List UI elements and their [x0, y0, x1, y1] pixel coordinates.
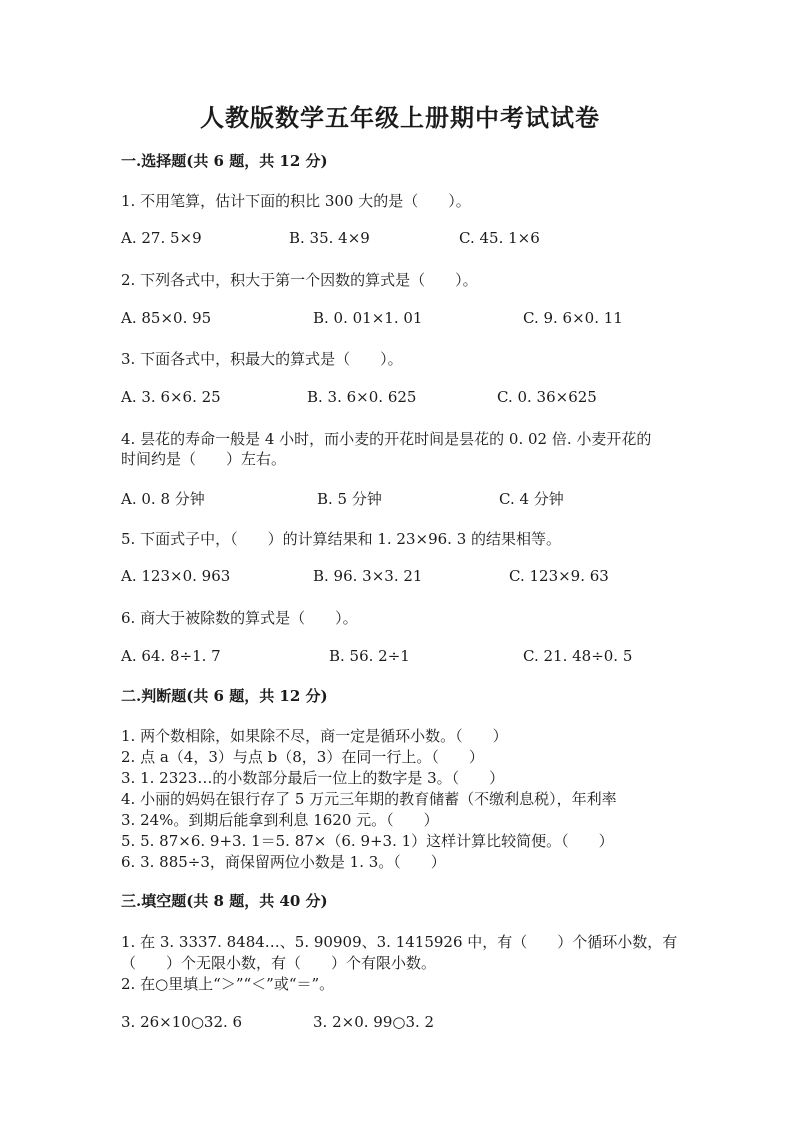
- option-a: A. 123×0. 963: [121, 567, 231, 585]
- fill-line: 1. 在 3. 3337. 8484…、5. 90909、3. 1415926 中，有（ ）个循环小数，有: [121, 933, 678, 951]
- statement-line: 3. 24%。到期后能拿到利息 1620 元。（ ）: [121, 811, 439, 829]
- option-b: B. 3. 6×0. 625: [307, 388, 417, 406]
- option-b: B. 5 分钟: [317, 490, 382, 508]
- question-stem: 3. 下面各式中，积最大的算式是（ ）。: [121, 350, 403, 368]
- statement-line: 3. 1. 2323…的小数部分最后一位上的数字是 3。（ ）: [121, 769, 505, 787]
- option-a: A. 0. 8 分钟: [121, 490, 205, 508]
- option-c: C. 21. 48÷0. 5: [523, 647, 633, 665]
- question-stem: 5. 下面式子中，（ ）的计算结果和 1. 23×96. 3 的结果相等。: [121, 530, 562, 548]
- section-heading-multiple-choice: 一.选择题(共 6 题，共 12 分): [121, 152, 328, 170]
- option-c: C. 9. 6×0. 11: [523, 309, 623, 327]
- option-a: A. 27. 5×9: [121, 229, 202, 247]
- fill-line: （ ）个无限小数，有（ ）个有限小数。: [121, 954, 437, 972]
- option-a: A. 3. 6×6. 25: [121, 388, 221, 406]
- option-a: A. 64. 8÷1. 7: [121, 647, 221, 665]
- option-b: B. 0. 01×1. 01: [313, 309, 423, 327]
- section-heading-true-false: 二.判断题(共 6 题，共 12 分): [121, 687, 328, 705]
- statement-line: 1. 两个数相除，如果除不尽，商一定是循环小数。（ ）: [121, 727, 508, 745]
- option-b: B. 96. 3×3. 21: [313, 567, 423, 585]
- statement-line: 2. 点 a（4，3）与点 b（8，3）在同一行上。（ ）: [121, 748, 484, 766]
- compare-item: 3. 26×10○32. 6: [121, 1013, 243, 1031]
- statement-line: 5. 5. 87×6. 9+3. 1＝5. 87×（6. 9+3. 1）这样计算比较简便。（ ）: [121, 832, 614, 850]
- section-heading-fill-blank: 三.填空题(共 8 题，共 40 分): [121, 892, 328, 910]
- option-c: C. 45. 1×6: [459, 229, 540, 247]
- question-stem-line1: 4. 昙花的寿命一般是 4 小时，而小麦的开花时间是昙花的 0. 02 倍. 小麦开花的: [121, 430, 652, 448]
- page-title: 人教版数学五年级上册期中考试试卷: [200, 103, 600, 132]
- question-stem: 6. 商大于被除数的算式是（ ）。: [121, 609, 358, 627]
- statement-line: 4. 小丽的妈妈在银行存了 5 万元三年期的教育储蓄（不缴利息税），年利率: [121, 790, 617, 808]
- fill-line: 2. 在○里填上“＞”“＜”或“＝”。: [121, 975, 335, 993]
- question-stem: 2. 下列各式中，积大于第一个因数的算式是（ ）。: [121, 271, 478, 289]
- option-c: C. 0. 36×625: [497, 388, 597, 406]
- option-b: B. 56. 2÷1: [329, 647, 410, 665]
- option-c: C. 123×9. 63: [509, 567, 609, 585]
- question-stem: 1. 不用笔算，估计下面的积比 300 大的是（ ）。: [121, 192, 471, 210]
- option-b: B. 35. 4×9: [289, 229, 370, 247]
- option-a: A. 85×0. 95: [121, 309, 212, 327]
- question-stem-line2: 时间约是（ ）左右。: [121, 450, 287, 468]
- option-c: C. 4 分钟: [499, 490, 564, 508]
- compare-item: 3. 2×0. 99○3. 2: [313, 1013, 435, 1031]
- statement-line: 6. 3. 885÷3，商保留两位小数是 1. 3。（ ）: [121, 853, 446, 871]
